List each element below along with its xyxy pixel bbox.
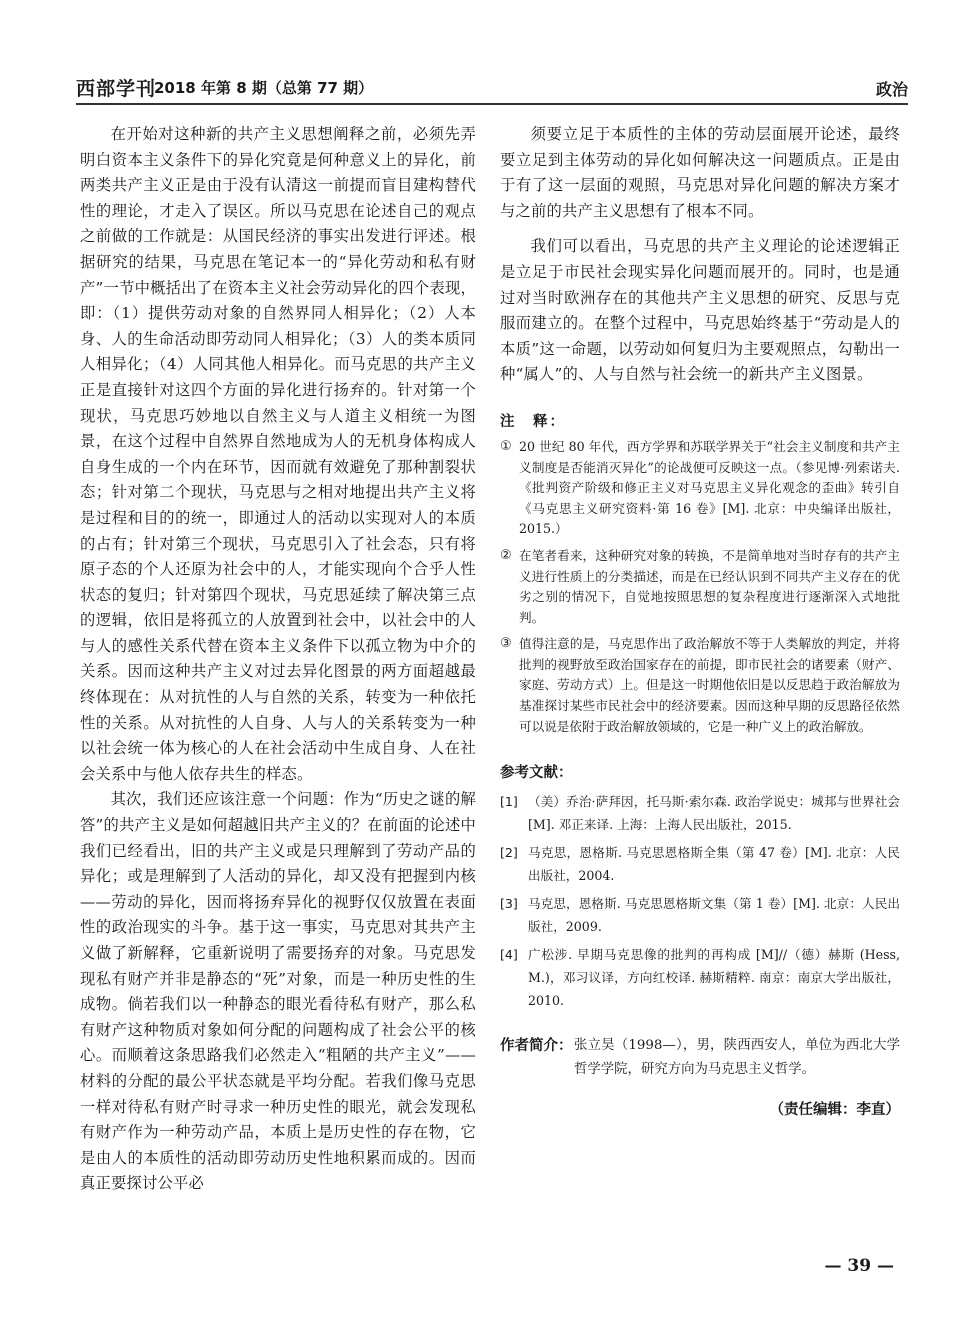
- body-paragraph: 我们可以看出，马克思的共产主义理论的论述逻辑正是立足于市民社会现实异化问题而展开的。同时，也是通过对当时欧洲存在的其他共产主义思想的研究、反思与克服而建立的。在整个过程中，马克思始终基于“劳动是人的本质”这一命题，以劳动如何复归为主要观照点，勾勒出一种“属人”的、人与自然与社会统一的新共产主义图景。: [500, 237, 900, 384]
- note-mark: ①: [500, 438, 512, 454]
- reference-text: 马克思，恩格斯. 马克思恩格斯文集（第 1 卷）[M]. 北京：人民出版社，2009.: [528, 896, 900, 935]
- reference-text: （美）乔治·萨拜因，托马斯·索尔森. 政治学说史：城邦与世界社会 [M]. 邓正来译. 上海：上海人民出版社，2015.: [528, 794, 900, 833]
- note-text: 在笔者看来，这种研究对象的转换，不是简单地对当时存有的共产主义进行性质上的分类描述，而是在已经认识到不同共产主义存在的优劣之别的情况下，自觉地按照思想的复杂程度进行逐渐深入式地批判。: [519, 547, 900, 625]
- editor-credit: （责任编辑：李直）: [769, 1102, 900, 1119]
- reference-mark: [3]: [500, 896, 518, 912]
- reference-item: [500, 892, 900, 938]
- reference-item: [500, 841, 900, 887]
- reference-text: 马克思，恩格斯. 马克思恩格斯全集（第 47 卷）[M]. 北京：人民出版社，2004.: [528, 845, 900, 884]
- author-label: 作者简介：: [500, 1038, 573, 1055]
- body-paragraph: 在开始对这种新的共产主义思想阐释之前，必须先弄明白资本主义条件下的异化究竟是何种意义上的异化，前两类共产主义正是由于没有认清这一前提而盲目建构替代性的理论，才走入了误区。所以马克思在论述自己的观点之前做的工作就是：从国民经济的事实出发进行评述。根据研究的结果，马克思在笔记本一的“异化劳动和私有财产”一节中概括出了在资本主义社会劳动异化的四个表现，即：（1）提供劳动对象的自然界同人相异化；（2）人本身、人的生命活动即劳动同人相异化；（3）人的类本质同人相异化；（4）人同其他人相异化。而马克思的共产主义正是直接针对这四个方面的异化进行扬弃的。针对第一个现状，马克思巧妙地以自然主义与人道主义相统一为图景，在这个过程中自然界自然地成为人的无机身体构成人自身生成的一个内在环节，因而就有效避免了那种割裂状态；针对第二个现状，马克思与之相对地提出共产主义将是过程和目的的统一，即通过人的活动以实现对人的本质的占有；针对第三个现状，马克思引入了社会态，只有将原子态的个人还原为社会中的人，才能实现向个合乎人性状态的复归；针对第四个现状，马克思延续了解决第三点的逻辑，依旧是将孤立的人放置到社会中，以社会中的人与人的感性关系代替在资本主义条件下以孤立物为中介的关系。因而这种共产主义对过去异化图景的两方面超越最终体现在：从对抗性的人与自然的关系，转变为一种依托性的关系。从对抗性的人自身、人与人的关系转变为一种以社会统一体为核心的人在社会活动中生成自身、人在社会关系中与他人依存共生的样态。: [80, 125, 476, 783]
- page-number: — 39 —: [824, 1256, 894, 1276]
- journal-logo: 西部学刊: [76, 78, 157, 100]
- left-column: [80, 122, 476, 1197]
- author-text: 张立昊（1998—），男，陕西西安人，单位为西北大学哲学学院，研究方向为马克思主义哲学。: [574, 1038, 900, 1078]
- reference-item: [500, 790, 900, 836]
- notes-title: 注 释：: [500, 413, 566, 430]
- reference-text: 广松涉. 早期马克思像的批判的再构成 [M]//（德）赫斯 (Hess, M.)，邓习议译，方向红校译. 赫斯精粹. 南京：南京大学出版社，2010.: [528, 947, 900, 1009]
- reference-mark: [2]: [500, 845, 518, 861]
- reference-mark: [4]: [500, 947, 518, 963]
- note-text: 值得注意的是，马克思作出了政治解放不等于人类解放的判定，并将批判的视野放至政治国家存在的前提，即市民社会的诸要素（财产、家庭、劳动方式）上。但是这一时期他依旧是以反思趋于政治解放为基准探讨某些市民社会中的经济要素。因而这种早期的反思路径依然可以说是依附于政治解放领域的，它是一种广义上的政治解放。: [519, 636, 900, 734]
- right-column: [500, 122, 900, 1119]
- issue-info: 2018 年第 8 期（总第 77 期）: [154, 79, 374, 97]
- note-mark: ②: [500, 547, 512, 563]
- header-rule: [76, 103, 908, 105]
- section-label: 政治: [875, 80, 908, 99]
- note-text: 20 世纪 80 年代，西方学界和苏联学界关于“社会主义制度和共产主义制度是否能消灭异化”的论战便可反映这一点。（参见博·列索诺夫.《批判资产阶级和修正主义对马克思主义异化观念的歪曲》转引自《马克思主义研究资料·第 16 卷》[M]. 北京：中央编译出版社，2015.）: [519, 438, 900, 537]
- body-paragraph: 须要立足于本质性的主体的劳动层面展开论述，最终要立足到主体劳动的异化如何解决这一问题质点。正是由于有了这一层面的观照，马克思对异化问题的解决方案才与之前的共产主义思想有了根本不同。: [500, 125, 900, 220]
- note-item: [500, 546, 900, 628]
- author-bio: [500, 1034, 900, 1082]
- note-item: [500, 437, 900, 540]
- references-title: 参考文献：: [500, 765, 573, 782]
- body-paragraph: 其次，我们还应该注意一个问题：作为“历史之谜的解答”的共产主义是如何超越旧共产主义的？在前面的论述中我们已经看出，旧的共产主义或是只理解到了劳动产品的异化；或是理解到了人活动的异化，却又没有把握到内核——劳动的异化，因而将扬弃异化的视野仅仅放置在表面性的政治现实的斗争。基于这一事实，马克思对其共产主义做了新解释，它重新说明了需要扬弃的对象。马克思发现私有财产并非是静态的“死”对象，而是一种历史性的生成物。倘若我们以一种静态的眼光看待私有财产，那么私有财产这种物质对象如何分配的问题构成了社会公平的核心。而顺着这条思路我们必然走入“粗陋的共产主义”——材料的分配的最公平状态就是平均分配。若我们像马克思一样对待私有财产时寻求一种历史性的眼光，就会发现私有财产作为一种劳动产品，本质上是历史性的存在物，它是由人的本质性的活动即劳动历史性地积累而成的。因而真正要探讨公平必: [80, 790, 476, 1193]
- reference-mark: [1]: [500, 794, 518, 810]
- note-item: [500, 634, 900, 737]
- reference-item: [500, 943, 900, 1012]
- page-header: [76, 72, 908, 100]
- note-mark: ③: [500, 636, 512, 652]
